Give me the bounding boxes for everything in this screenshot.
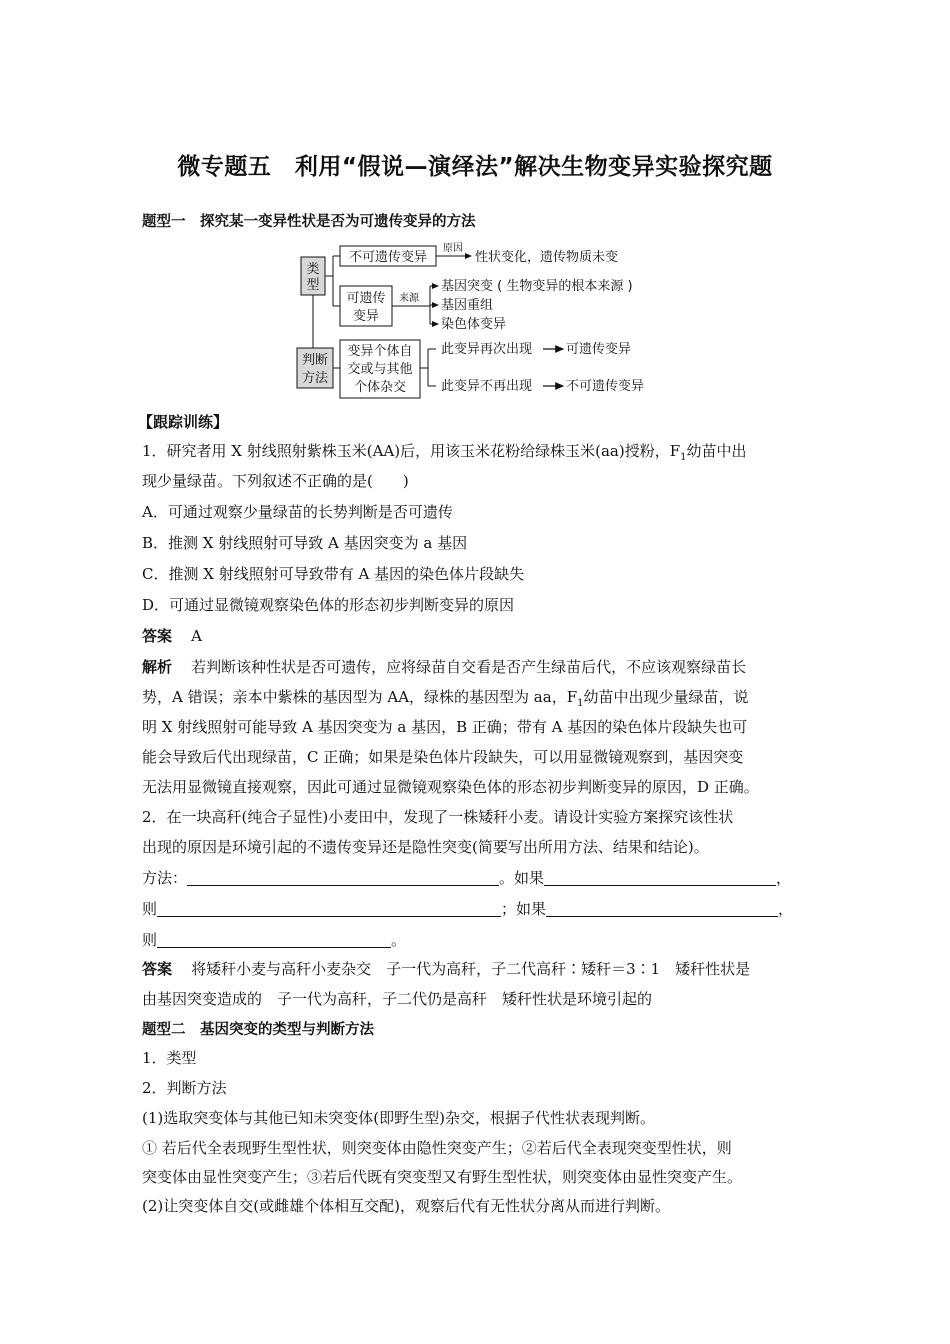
q1-stem-line-1 <box>142 440 747 463</box>
q2-answer-line-2: 由基因突变造成的 子一代为高秆，子二代仍是高秆 矮秆性状是环境引起的 <box>142 990 653 1008</box>
q2-fill-line-2 <box>142 898 793 919</box>
source-recombination: 基因重组 <box>441 298 494 313</box>
analysis-subscript: 1 <box>577 698 584 709</box>
type-box-label-1: 类 <box>306 262 320 277</box>
q1-analysis-line-1 <box>142 656 746 677</box>
practice-heading: 【跟踪训练】 <box>138 413 229 431</box>
q1-analysis-line-4: 能会导致后代出现绿苗，C 正确；如果是染色体片段缺失，可以用显微镜观察到，基因突变 <box>142 748 744 766</box>
blank-if-2[interactable] <box>546 900 778 917</box>
q2-stem-line-1: 2．在一块高秆(纯合子显性)小麦田中，发现了一株矮秆小麦。请设计实验方案探究该性状 <box>142 808 734 826</box>
q1-option-b: B．推测 X 射线照射可导致 A 基因突变为 a 基因 <box>142 534 468 552</box>
q2-fill-line-3 <box>142 929 406 950</box>
q1-option-c: C．推测 X 射线照射可导致带有 A 基因的染色体片段缺失 <box>142 565 525 583</box>
q2-answer-line-1 <box>142 958 750 979</box>
outcome-reappear: 此变异再次出现 <box>441 342 533 357</box>
if-label: 。如果 <box>499 869 545 887</box>
q1-stem-line-2: 现少量绿苗。下列叙述不正确的是( ) <box>142 472 409 490</box>
outcome-non-heritable: 不可遗传变异 <box>566 379 645 394</box>
type2-item-1: 1．类型 <box>142 1049 197 1067</box>
q2-fill-line-1 <box>142 867 791 888</box>
analysis-text: 幼苗中出现少量绿苗，说 <box>583 688 749 706</box>
q2-stem-line-2: 出现的原因是环境引起的不遗传变异还是隐性突变(简要写出所用方法、结果和结论)。 <box>142 838 709 856</box>
source-gene-mutation: 基因突变 ( 生物变异的根本来源 ) <box>441 279 633 294</box>
blank-then-2[interactable] <box>157 931 391 948</box>
then-label: 则 <box>142 900 158 918</box>
type-box-label-2: 型 <box>306 278 320 293</box>
q1-option-a: A．可通过观察少量绿苗的长势判断是否可遗传 <box>142 503 453 521</box>
outcome-not-reappear: 此变异不再出现 <box>441 379 533 394</box>
q1-stem-text: 1．研究者用 X 射线照射紫株玉米(AA)后，用该玉米花粉给绿株玉米(aa)授粉，F <box>142 442 681 460</box>
outcome-heritable: 可遗传变异 <box>566 342 632 357</box>
source-chromosome: 染色体变异 <box>441 317 507 332</box>
blank-if-1[interactable] <box>544 869 776 886</box>
method-label-3: 个体杂交 <box>353 380 407 395</box>
type2-item-2: 2．判断方法 <box>142 1079 227 1097</box>
answer-label: 答案 <box>142 627 173 645</box>
q1-option-d: D．可通过显微镜观察染色体的形态初步判断变异的原因 <box>142 596 515 614</box>
end-mark: 。 <box>391 931 407 949</box>
q1-analysis-line-3: 明 X 射线照射可能导致 A 基因突变为 a 基因，B 正确；带有 A 基因的染色体片段缺失也可 <box>142 718 748 736</box>
analysis-text: 若判断该种性状是否可遗传，应将绿苗自交看是否产生绿苗后代，不应该观察绿苗长 <box>191 658 747 676</box>
blank-then-1[interactable] <box>157 900 501 917</box>
judge-label-1: 判断 <box>301 353 329 368</box>
judge-label-2: 方法 <box>301 371 329 386</box>
heritable-label-1: 可遗传 <box>346 291 386 306</box>
answer-text: 将矮秆小麦与高秆小麦杂交 子一代为高秆，子二代高秆∶矮秆＝3∶1 矮秆性状是 <box>191 960 751 978</box>
type2-paragraph-3: (2)让突变体自交(或雌雄个体相互交配)，观察后代有无性状分离从而进行判断。 <box>142 1197 670 1215</box>
type2-paragraph-1: (1)选取突变体与其他已知未突变体(即野生型)杂交，根据子代性状表现判断。 <box>142 1109 655 1127</box>
q1-subscript: 1 <box>680 452 687 463</box>
source-label: 来源 <box>399 293 419 304</box>
heritable-label-2: 变异 <box>352 309 380 324</box>
method-label-1: 变异个体自 <box>347 344 413 359</box>
method-label-2: 交或与其他 <box>347 362 413 377</box>
comma: ， <box>776 869 792 887</box>
then-label: 则 <box>142 931 158 949</box>
q1-analysis-line-5: 无法用显微镜直接观察，因此可通过显微镜观察染色体的形态初步判断变异的原因，D 正确。 <box>142 778 759 796</box>
blank-method[interactable] <box>187 869 499 886</box>
variation-classification-diagram <box>295 238 665 402</box>
page-title: 微专题五 利用“假说—演绎法”解决生物变异实验探究题 <box>177 154 773 180</box>
if-label-2: ；如果 <box>501 900 547 918</box>
q1-answer <box>142 625 202 646</box>
analysis-label: 解析 <box>142 658 173 676</box>
cause-label: 原因 <box>443 243 463 254</box>
answer-value: A <box>191 627 202 645</box>
comma: ， <box>778 900 794 918</box>
non-heritable-label: 不可遗传变异 <box>348 250 428 265</box>
type2-paragraph-2a: ① 若后代全表现野生型性状，则突变体由隐性突变产生；②若后代全表现突变型性状，则 <box>142 1139 732 1157</box>
type2-paragraph-2b: 突变体由显性突变产生；③若后代既有突变型又有野生型性状，则突变体由显性突变产生。 <box>142 1168 743 1186</box>
q1-analysis-line-2 <box>142 686 749 709</box>
analysis-text: 势，A 错误；亲本中紫株的基因型为 AA，绿株的基因型为 aa，F <box>142 688 578 706</box>
q1-stem-text-end: 幼苗中出 <box>686 442 747 460</box>
non-heritable-result: 性状变化，遗传物质未变 <box>475 250 619 265</box>
section-heading-type2: 题型二 基因突变的类型与判断方法 <box>142 1022 374 1038</box>
method-label: 方法： <box>142 869 188 887</box>
section-heading-type1: 题型一 探究某一变异性状是否为可遗传变异的方法 <box>142 214 476 230</box>
answer-label: 答案 <box>142 960 173 978</box>
